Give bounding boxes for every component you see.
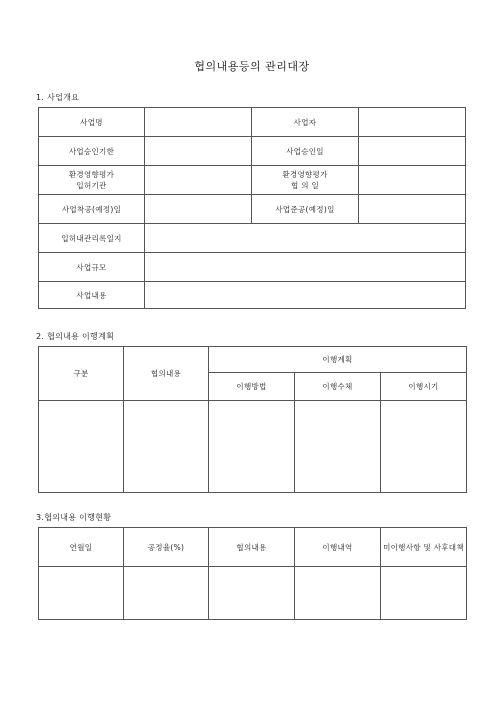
cell-content[interactable] <box>124 401 209 493</box>
header-progress-rate: 공정율(%) <box>124 528 209 567</box>
cell-progress-rate[interactable] <box>124 567 209 620</box>
value-project-scale[interactable] <box>145 253 466 282</box>
label-management-log: 입허내관리록일지 <box>39 224 145 253</box>
value-approval-deadline[interactable] <box>145 137 252 166</box>
header-unfulfilled-measures: 미이행사항 및 사후대책 <box>381 528 467 567</box>
header-agent: 이행수체 <box>295 373 381 401</box>
implementation-plan-table <box>38 346 467 493</box>
label-completion-date: 사업준공(예정)일 <box>252 195 359 224</box>
label-operator: 사업자 <box>252 108 359 137</box>
label-project-content: 사업내용 <box>39 282 145 309</box>
label-project-name: 사업명 <box>39 108 145 137</box>
cell-agent[interactable] <box>295 401 381 493</box>
value-project-content[interactable] <box>145 282 466 309</box>
value-project-name[interactable] <box>145 108 252 137</box>
value-completion-date[interactable] <box>359 195 466 224</box>
header-content: 협의내용 <box>124 347 209 401</box>
header-plan: 이행계획 <box>209 347 467 373</box>
value-management-log[interactable] <box>145 224 466 253</box>
value-eia-consultation-date[interactable] <box>359 166 466 195</box>
project-overview-table <box>38 107 466 309</box>
header-method: 이행방법 <box>209 373 295 401</box>
value-eia-agency[interactable] <box>145 166 252 195</box>
label-eia-agency-line1: 환경영향평가 <box>68 170 115 179</box>
label-eia-agency <box>39 166 145 195</box>
section-3-heading: 3.협의내용 이행현황 <box>36 513 112 522</box>
label-start-date: 사업착공(예정)일 <box>39 195 145 224</box>
label-eia-consultation-date <box>252 166 359 195</box>
header-timing: 이행시기 <box>381 373 467 401</box>
header-category: 구분 <box>39 347 124 401</box>
cell-method[interactable] <box>209 401 295 493</box>
cell-consultation-content[interactable] <box>209 567 295 620</box>
header-date: 연월일 <box>39 528 124 567</box>
section-1-heading: 1. 사업개요 <box>36 93 80 102</box>
label-eia-agency-line2: 입허기관 <box>76 181 107 190</box>
label-project-scale: 사업규모 <box>39 253 145 282</box>
header-implementation-details: 이행내역 <box>295 528 381 567</box>
cell-implementation-details[interactable] <box>295 567 381 620</box>
value-start-date[interactable] <box>145 195 252 224</box>
cell-category[interactable] <box>39 401 124 493</box>
label-approval-deadline: 사업승인기한 <box>39 137 145 166</box>
header-consultation-content: 협의내용 <box>209 528 295 567</box>
page-title: 협의내용등의 관리대장 <box>194 60 310 73</box>
cell-unfulfilled-measures[interactable] <box>381 567 467 620</box>
cell-timing[interactable] <box>381 401 467 493</box>
label-eia-date-line2: 협 의 일 <box>290 181 319 190</box>
value-operator[interactable] <box>359 108 466 137</box>
implementation-status-table <box>38 527 467 620</box>
value-approval-date[interactable] <box>359 137 466 166</box>
label-eia-date-line1: 환경영향평가 <box>282 170 328 179</box>
cell-date[interactable] <box>39 567 124 620</box>
label-approval-date: 사업승인일 <box>252 137 359 166</box>
section-2-heading: 2. 협의내용 이행계획 <box>36 332 115 341</box>
